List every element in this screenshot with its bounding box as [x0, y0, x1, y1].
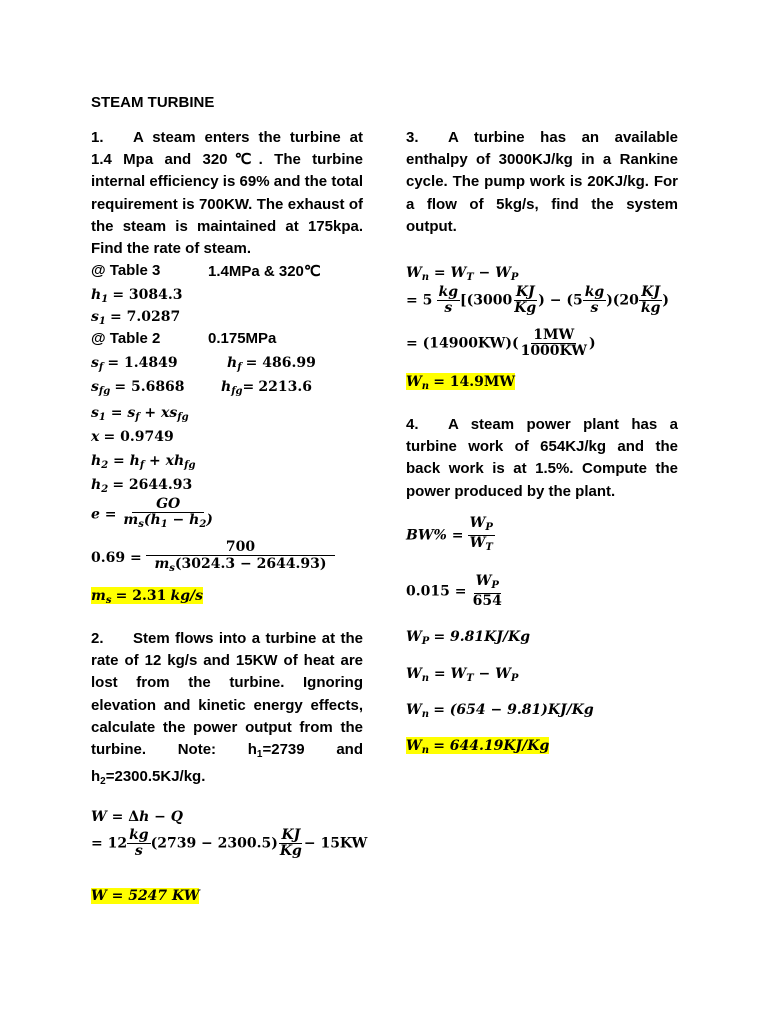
back-work-formula: BW% = $\frac{W_P}{W_T}$ — [406, 515, 493, 553]
s1-line: $s_1 = 7.0287$ — [91, 309, 181, 327]
h1-value: = 3084.3 — [112, 287, 183, 303]
conversion-denominator: 1000KW — [520, 343, 587, 359]
s1-value: = 7.0287 — [110, 309, 181, 325]
hfg-value: 2213.6 — [258, 379, 312, 395]
work-sub-lead: = 12 — [91, 835, 128, 852]
net-work-substitution: = 5 $\frac{kg}{s}$ [(3000 $\frac{KJ}{Kg}$ ) − (5 $\frac{kg}{s}$ )(20 $\frac{KJ}{kg}$ ) — [406, 284, 670, 316]
problem-3-statement — [406, 127, 678, 238]
net-work-conversion — [406, 328, 596, 359]
problem-4-text: A steam power plant has a turbine work of 654KJ/kg and the back work is at 1.5%. Compute the power produced by the plant. — [406, 416, 678, 500]
h1-line: $h_1 = 3084.3$ — [91, 287, 183, 305]
problem-2-statement: 2. Stem flows into a turbine at the rate of 12 kg/s and 15KW of heat are lost from the turbine. Ignoring elevation and kinetic energy effects, calculate the power output from the turbine. Note: $h_1=2739$ and $h_2=2300.5KJ/kg$. — [91, 630, 363, 788]
net-work-formula-2: $W_n = W_T - W_P$ — [406, 666, 519, 684]
table2-label: @ Table 2 — [91, 330, 161, 347]
work-sub-mid: (2739 − 2300.5) — [150, 835, 278, 852]
answer-1-value: = 2.31 — [115, 588, 167, 604]
problem-1-number: 1. — [91, 129, 104, 146]
problem-1-text: A steam enters the turbine at 1.4 Mpa and 320℃. The turbine internal efficiency is 69% and the total requirement is 700KW. The exhaust of the steam is maintained at 175kpa. Find the rate of steam. — [91, 129, 363, 258]
efficiency-formula: e = $\frac{GO}{m_s(h_1 - h_2)}$ — [91, 496, 213, 530]
x-line: x = 0.9749 — [91, 429, 174, 445]
conversion-numerator: 1MW — [533, 327, 575, 343]
efficiency-value: 0.69 = — [91, 550, 142, 566]
problem-3-number: 3. — [406, 129, 419, 146]
problem-1-statement — [91, 127, 363, 260]
net-work-value: = (654 − 9.81)KJ/Kg — [433, 702, 594, 718]
table3-label: @ Table 3 — [91, 262, 161, 279]
s1-equation: $s_1 = s_f + xs_{fg}$ — [91, 405, 189, 423]
sf-hf-line: $s_f = 1.4849$ $h_f = 486.99$ — [91, 355, 316, 373]
answer-2-value: W = 5247 KW — [91, 888, 200, 904]
table3-row — [91, 262, 321, 280]
net-work-sub-d: ) — [662, 292, 670, 309]
h2-equation: $h_2 = h_f + xh_{fg}$ — [91, 453, 196, 471]
pump-work-value: = 9.81KJ/Kg — [433, 629, 531, 645]
problem-4-answer: $W_n = 644.19KJ/Kg$ — [406, 738, 550, 756]
problem-2-number: 2. — [91, 630, 104, 647]
back-work-substitution: 0.015 = $\frac{W_P}{654}$ — [406, 573, 502, 609]
table3-condition: 1.4MPa & 320℃ — [208, 263, 321, 280]
pump-work-line: $W_P = 9.81KJ/Kg$ — [406, 629, 531, 647]
answer-1-unit: kg/s — [170, 588, 203, 604]
back-work-sub-denominator: 654 — [472, 593, 502, 609]
problem-2-text-mid: =2739 and h — [91, 741, 363, 786]
sfg-value: = 5.6868 — [114, 379, 185, 395]
efficiency-sub-denominator: (3024.3 − 2644.93) — [174, 556, 327, 572]
problem-3-answer: $W_n = 14.9MW$ — [406, 374, 516, 392]
answer-4-value: = 644.19KJ/Kg — [433, 738, 550, 754]
sfg-hfg-line: $s_{fg} = 5.6868$ $h_{fg}= 2213.6$ — [91, 379, 312, 397]
table2-condition: 0.175MPa — [208, 330, 277, 347]
problem-2-text: Stem flows into a turbine at the rate of 12 kg/s and 15KW of heat are lost from the turbine. Ignoring elevation and kinetic energy effects, calculate the power output from the turbine. Note: h — [91, 630, 363, 759]
work-substitution: = 12 $\frac{kg}{s}$ (2739 − 2300.5) $\frac{KJ}{Kg}$ − 15KW — [91, 827, 368, 859]
efficiency-numerator: GO — [132, 497, 204, 513]
problem-3-text: A turbine has an available enthalpy of 3000KJ/kg in a Rankine cycle. The pump work is 20KJ/kg. For a flow of 5kg/s, find the system output. — [406, 129, 678, 235]
net-work-sub-a: [(3000 — [460, 292, 513, 309]
problem-4-statement — [406, 414, 678, 503]
problem-2-answer — [91, 887, 199, 904]
conversion-lead: = (14900KW)( — [406, 335, 519, 352]
back-work-label: BW% = — [406, 527, 464, 544]
problem-1-answer: $m_s = 2.31$ kg/s — [91, 588, 203, 606]
h2-line: $h_2 = 2644.93$ — [91, 477, 193, 495]
efficiency-substitution: 0.69 = $\frac{700}{m_s(3024.3 - 2644.93)}$ — [91, 540, 335, 576]
sf-value: = 1.4849 — [107, 355, 178, 371]
problem-4-number: 4. — [406, 416, 419, 433]
net-work-sub-c: )(20 — [606, 292, 639, 309]
conversion-tail: ) — [588, 335, 596, 352]
page-title: STEAM TURBINE — [91, 94, 215, 111]
answer-3-value: = 14.9MW — [433, 374, 516, 390]
net-work-substitution-2: $W_n = (654 - 9.81)KJ/Kg$ — [406, 702, 594, 720]
x-value: = 0.9749 — [103, 429, 174, 445]
table2-row — [91, 330, 277, 347]
back-work-sub-lead: 0.015 = — [406, 583, 467, 600]
work-sub-tail: − 15KW — [303, 835, 368, 852]
efficiency-sub-numerator: 700 — [146, 540, 335, 556]
net-work-formula: $W_n = W_T - W_P$ — [406, 265, 519, 283]
problem-2-text-end: =2300.5KJ/kg. — [105, 768, 206, 786]
net-work-sub-lead: = 5 — [406, 292, 433, 309]
hf-value: = 486.99 — [245, 355, 316, 371]
h2-value: = 2644.93 — [112, 477, 193, 493]
work-formula: W = Δh − Q — [91, 809, 183, 825]
net-work-sub-b: ) − (5 — [538, 292, 583, 309]
